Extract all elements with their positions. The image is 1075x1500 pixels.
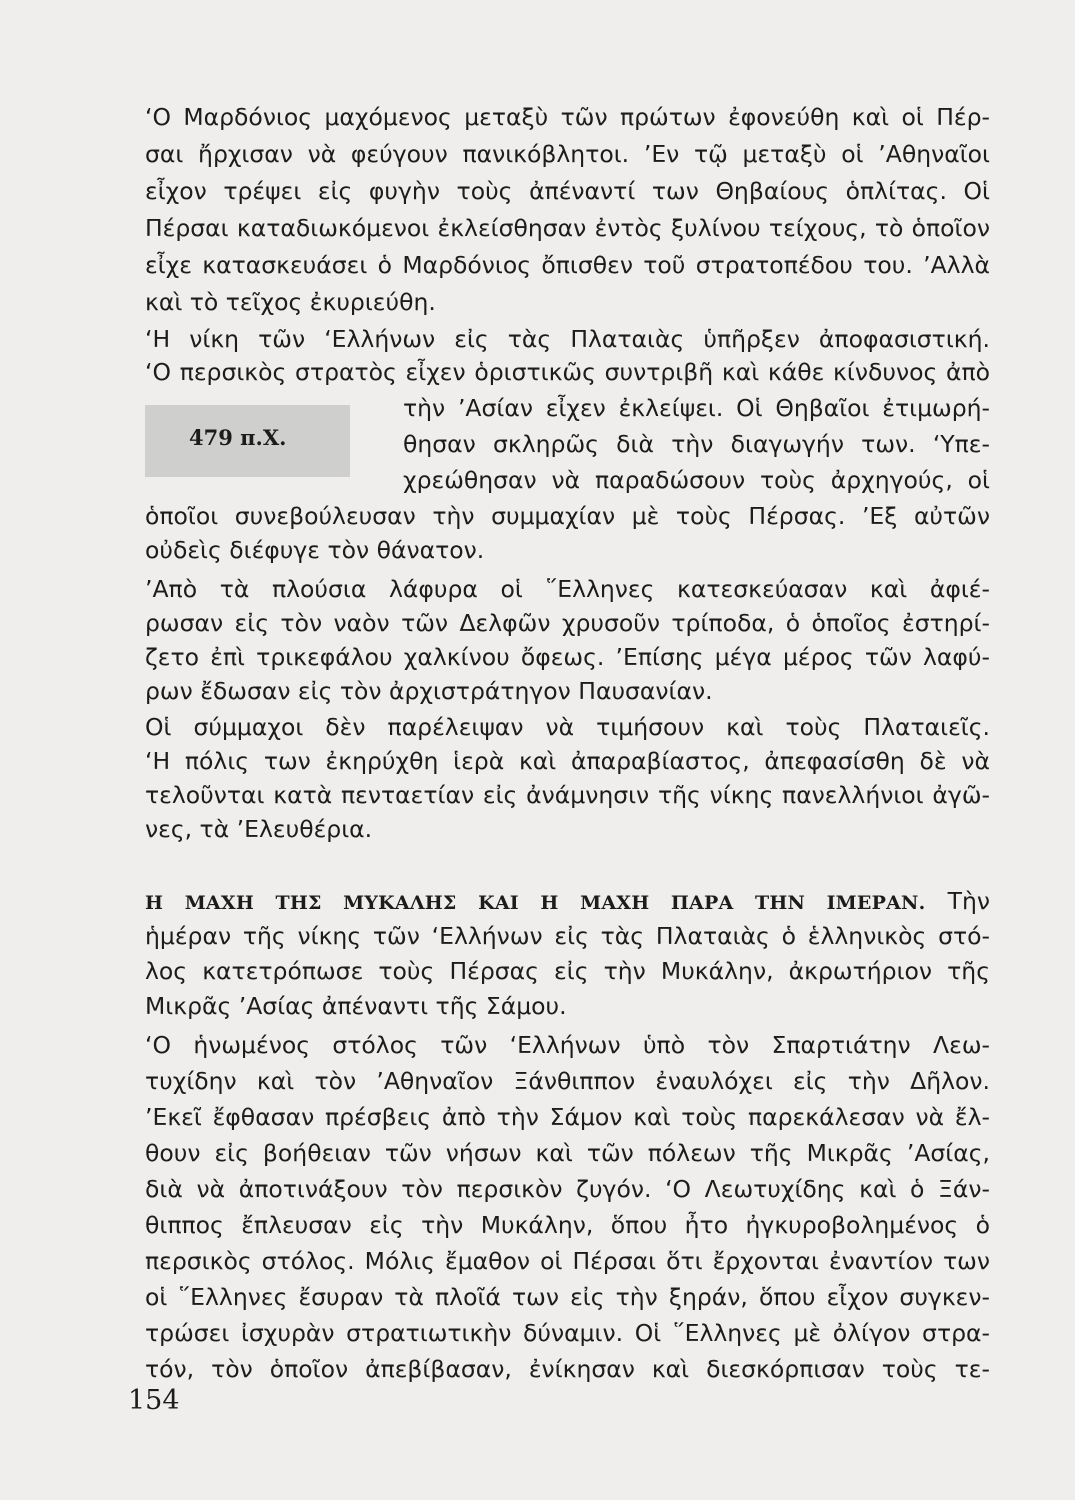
text-line: ρωσαν εἰς τὸν ναὸν τῶν Δελφῶν χρυσοῦν τρίποδα, ὁ ὁποῖος ἐστηρί- — [145, 609, 990, 637]
text-line: θιππος ἔπλευσαν εἰς τὴν Μυκάλην, ὅπου ἦτο ἠγκυροβολημένος ὁ — [145, 1211, 990, 1239]
text-line: ὁποῖοι συνεβούλευσαν τὴν συμμαχίαν μὲ τοὺς Πέρσας. ’Εξ αὐτῶν — [145, 502, 990, 530]
text-line: θησαν σκληρῶς διὰ τὴν διαγωγήν των. ‘Υπε- — [403, 430, 990, 458]
text-line: Πέρσαι καταδιωκόμενοι ἐκλείσθησαν ἐντὸς ξυλίνου τείχους, τὸ ὁποῖον — [145, 214, 990, 242]
text-line: καὶ τὸ τεῖχος ἐκυριεύθη. — [145, 288, 436, 316]
text-line: τόν, τὸν ὁποῖον ἀπεβίβασαν, ἐνίκησαν καὶ διεσκόρπισαν τοὺς τε- — [145, 1355, 990, 1383]
section-heading-line — [145, 886, 990, 916]
text-line: ‘Ο Μαρδόνιος μαχόμενος μεταξὺ τῶν πρώτων ἐφονεύθη καὶ οἱ Πέρ- — [145, 103, 990, 131]
text-line: χρεώθησαν νὰ παραδώσουν τοὺς ἀρχηγούς, οἱ — [403, 466, 990, 494]
text-line: λος κατετρόπωσε τοὺς Πέρσας εἰς τὴν Μυκάλην, ἀκρωτήριον τῆς — [145, 957, 990, 985]
section-heading: Η ΜΑΧΗ ΤΗΣ ΜΥΚΑΛΗΣ ΚΑΙ Η ΜΑΧΗ ΠΑΡΑ ΤΗΝ ΙΜΕΡΑΝ. — [145, 892, 926, 914]
text-line: εἶχον τρέψει εἰς φυγὴν τοὺς ἀπέναντί των Θηβαίους ὁπλίτας. Οἱ — [145, 177, 990, 205]
text-line: ‘Ο ἡνωμένος στόλος τῶν ‘Ελλήνων ὑπὸ τὸν Σπαρτιάτην Λεω- — [145, 1031, 990, 1059]
text-line: σαι ἤρχισαν νὰ φεύγουν πανικόβλητοι. ’Εν τῷ μεταξὺ οἱ ’Αθηναῖοι — [145, 140, 990, 168]
text-line: νες, τὰ ’Ελευθέρια. — [145, 815, 373, 843]
text-line: οὐδεὶς διέφυγε τὸν θάνατον. — [145, 536, 485, 564]
text-line: θουν εἰς βοήθειαν τῶν νήσων καὶ τῶν πόλεων τῆς Μικρᾶς ’Ασίας, — [145, 1139, 990, 1167]
text-line: ἡμέραν τῆς νίκης τῶν ‘Ελλήνων εἰς τὰς Πλαταιὰς ὁ ἑλληνικὸς στό- — [145, 922, 990, 950]
text-line: ’Απὸ τὰ πλούσια λάφυρα οἱ ῞Ελληνες κατεσκεύασαν καὶ ἀφιέ- — [145, 575, 990, 603]
text-line: ‘Ο περσικὸς στρατὸς εἶχεν ὁριστικῶς συντριβῆ καὶ κάθε κίνδυνος ἀπὸ — [145, 358, 990, 386]
text-line: ‘Η πόλις των ἐκηρύχθη ἱερὰ καὶ ἀπαραβίαστος, ἀπεφασίσθη δὲ νὰ — [145, 747, 990, 775]
margin-date: 479 π.Χ. — [189, 425, 287, 450]
text-line: Μικρᾶς ’Ασίας ἀπέναντι τῆς Σάμου. — [145, 992, 567, 1020]
text-line: ζετο ἐπὶ τρικεφάλου χαλκίνου ὄφεως. ’Επίσης μέγα μέρος τῶν λαφύ- — [145, 643, 990, 671]
text-line: περσικὸς στόλος. Μόλις ἔμαθον οἱ Πέρσαι ὅτι ἔρχονται ἐναντίον των — [145, 1247, 990, 1275]
text-line: ‘Η νίκη τῶν ‘Ελλήνων εἰς τὰς Πλαταιὰς ὑπῆρξεν ἀποφασιστική. — [145, 325, 990, 353]
heading-continuation: Τὴν — [947, 887, 990, 915]
text-line: τελοῦνται κατὰ πενταετίαν εἰς ἀνάμνησιν τῆς νίκης πανελλήνιοι ἀγῶ- — [145, 781, 990, 809]
text-line: ρων ἔδωσαν εἰς τὸν ἀρχιστράτηγον Παυσανίαν. — [145, 677, 713, 705]
text-line: οἱ ῞Ελληνες ἔσυραν τὰ πλοῖά των εἰς τὴν ξηράν, ὅπου εἶχον συγκεν- — [145, 1283, 990, 1311]
margin-date-box — [145, 405, 350, 477]
text-line: τὴν ’Ασίαν εἶχεν ἐκλείψει. Οἱ Θηβαῖοι ἐτιμωρή- — [403, 394, 990, 422]
page-number: 154 — [128, 1385, 180, 1416]
text-line: τυχίδην καὶ τὸν ’Αθηναῖον Ξάνθιππον ἐναυλόχει εἰς τὴν Δῆλον. — [145, 1067, 990, 1095]
text-line: εἶχε κατασκευάσει ὁ Μαρδόνιος ὄπισθεν τοῦ στρατοπέδου του. ’Αλλὰ — [145, 251, 990, 279]
text-line: τρώσει ἰσχυρὰν στρατιωτικὴν δύναμιν. Οἱ ῞Ελληνες μὲ ὀλίγον στρα- — [145, 1319, 990, 1347]
text-line: Οἱ σύμμαχοι δὲν παρέλειψαν νὰ τιμήσουν καὶ τοὺς Πλαταιεῖς. — [145, 713, 990, 741]
text-line: ’Εκεῖ ἔφθασαν πρέσβεις ἀπὸ τὴν Σάμον καὶ τοὺς παρεκάλεσαν νὰ ἔλ- — [145, 1103, 990, 1131]
text-line: διὰ νὰ ἀποτινάξουν τὸν περσικὸν ζυγόν. ‘Ο Λεωτυχίδης καὶ ὁ Ξάν- — [145, 1175, 990, 1203]
